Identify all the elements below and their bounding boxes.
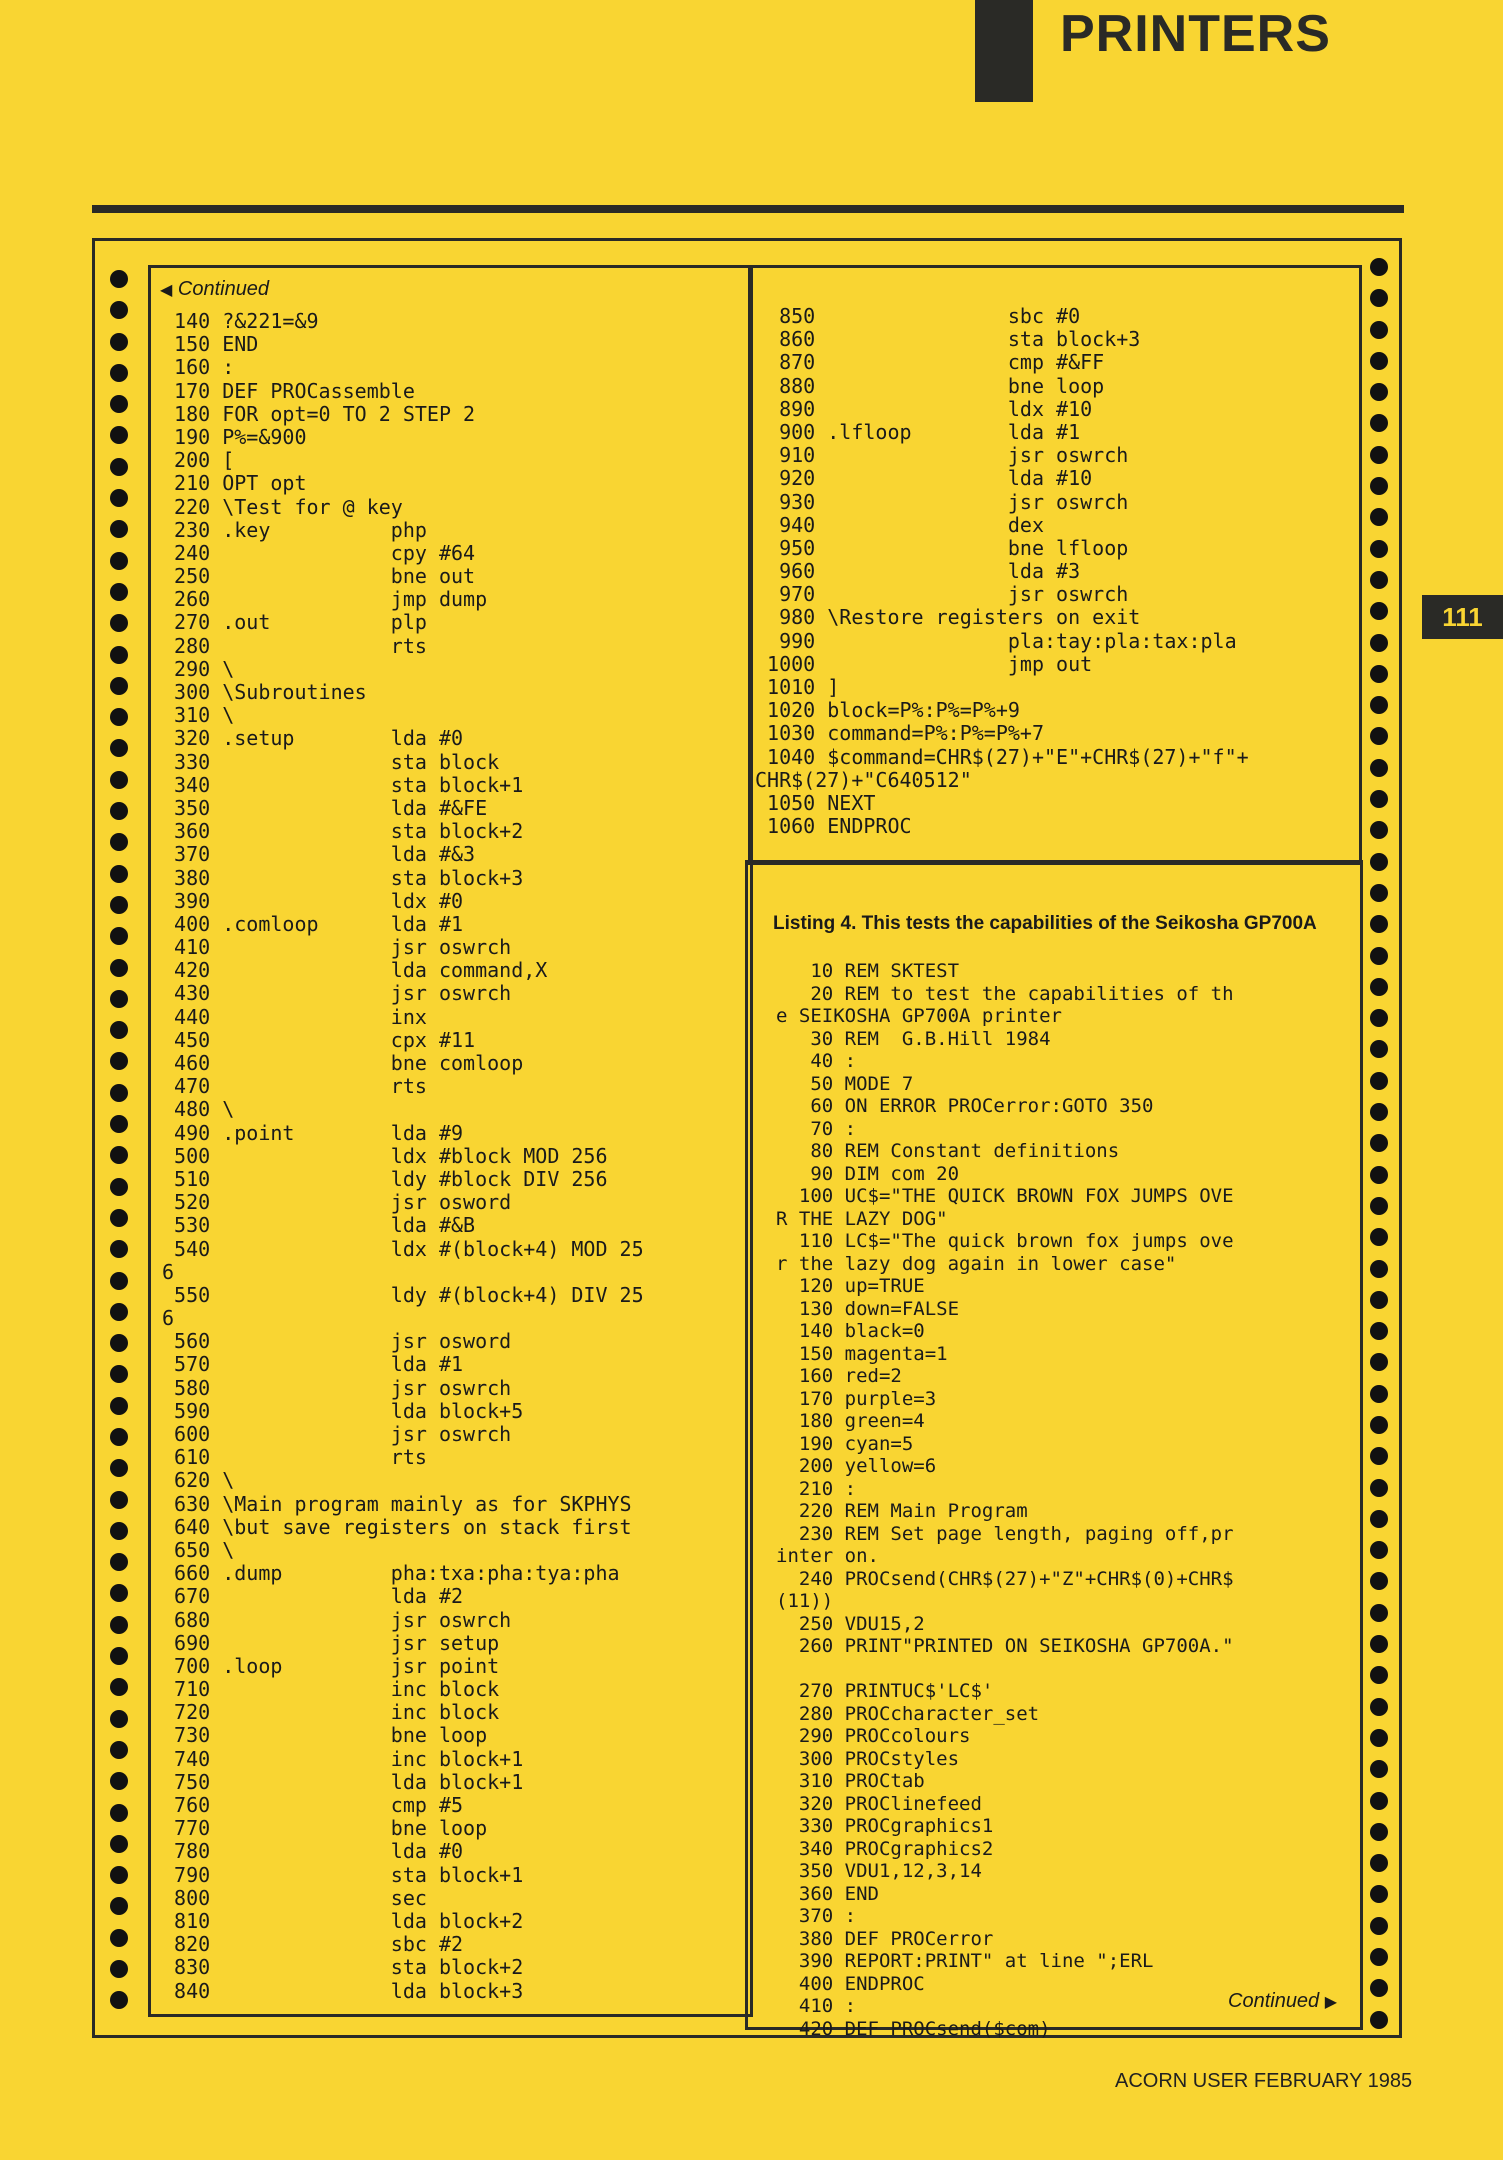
sprocket-hole	[110, 1272, 128, 1290]
sprocket-hole	[1370, 1917, 1388, 1935]
sprocket-hole	[110, 520, 128, 538]
continued-label-bottom	[1228, 1990, 1337, 2013]
header-bar	[975, 0, 1033, 102]
code-line: 330 PROCgraphics1	[776, 1815, 994, 1837]
sprocket-hole	[110, 1428, 128, 1446]
code-line: 340 sta block+1	[162, 772, 524, 797]
code-line: 970 jsr oswrch	[755, 582, 1129, 607]
code-line: 300 \Subroutines	[162, 680, 367, 704]
code-line: 280 rts	[162, 633, 427, 658]
code-line: 220 REM Main Program	[776, 1500, 1028, 1522]
code-line: 1010 ]	[755, 675, 840, 699]
sprocket-hole	[110, 1553, 128, 1571]
sprocket-hole	[110, 677, 128, 695]
sprocket-hole	[1370, 1510, 1388, 1528]
sprocket-hole	[1370, 1885, 1388, 1903]
sprocket-hole	[110, 1929, 128, 1947]
code-line: 400 ENDPROC	[776, 1972, 925, 1995]
sprocket-hole	[110, 1741, 128, 1759]
sprocket-hole	[110, 802, 128, 820]
sprocket-hole	[1370, 1760, 1388, 1778]
code-line: 430 jsr oswrch	[162, 981, 512, 1006]
sprocket-hole	[1370, 821, 1388, 839]
code-line: 310 PROCtab	[776, 1770, 925, 1792]
page-number: 111	[1422, 595, 1503, 639]
sprocket-hole	[110, 1115, 128, 1133]
continued-text: Continued	[177, 278, 270, 300]
code-line: 810 lda block+2	[162, 1908, 524, 1933]
code-line: 420 lda command,X	[162, 958, 548, 983]
sprocket-hole	[1370, 947, 1388, 965]
sprocket-hole	[110, 1522, 128, 1540]
code-line: 350 VDU1,12,3,14	[776, 1860, 982, 1882]
sprocket-hole	[1370, 289, 1388, 307]
sprocket-hole	[110, 708, 128, 726]
sprocket-hole	[110, 1710, 128, 1728]
code-line: 340 PROCgraphics2	[776, 1837, 994, 1860]
code-line: 710 inc block	[162, 1677, 500, 1702]
code-line: 890 ldx #10	[755, 396, 1093, 421]
code-line: 490 .point lda #9	[162, 1120, 464, 1145]
sprocket-hole	[110, 990, 128, 1008]
sprocket-hole	[1370, 1854, 1388, 1872]
code-line: 160 red=2	[776, 1365, 902, 1387]
sprocket-hole	[1370, 321, 1388, 339]
code-line: 510 ldy #block DIV 256	[162, 1166, 608, 1191]
code-line: 70 :	[776, 1117, 857, 1140]
sprocket-hole	[1370, 759, 1388, 777]
sprocket-hole	[110, 959, 128, 977]
sprocket-hole	[1370, 696, 1388, 714]
sprocket-hole	[1370, 477, 1388, 495]
sprocket-hole	[1370, 1666, 1388, 1684]
code-line: 200 yellow=6	[776, 1455, 937, 1477]
code-line: 250 bne out	[162, 564, 476, 589]
code-line: 420 DEF PROCsend($com)	[776, 2017, 1051, 2040]
code-line: 780 lda #0	[162, 1839, 464, 1864]
code-line: 230 REM Set page length, paging off,pr	[776, 1522, 1234, 1545]
code-line: 540 ldx #(block+4) MOD 25	[162, 1236, 644, 1261]
code-line: 720 inc block	[162, 1700, 500, 1725]
code-line: 850 sbc #0	[755, 304, 1081, 328]
sprocket-hole	[110, 426, 128, 444]
sprocket-hole	[110, 270, 128, 288]
sprocket-hole	[1370, 258, 1388, 276]
sprocket-hole	[1370, 1948, 1388, 1966]
code-line: 580 jsr oswrch	[162, 1375, 512, 1400]
continued-text: Continued	[1228, 1990, 1320, 2012]
code-line: 680 jsr oswrch	[162, 1607, 512, 1632]
code-line: 640 \but save registers on stack first	[162, 1514, 632, 1539]
sprocket-hole	[110, 1616, 128, 1634]
sprocket-hole	[1370, 1979, 1388, 1997]
code-line: 100 UC$="THE QUICK BROWN FOX JUMPS OVE	[776, 1185, 1234, 1207]
code-line: 620 \	[162, 1468, 235, 1493]
sprocket-hole	[110, 1240, 128, 1258]
sprocket-hole	[1370, 1792, 1388, 1810]
code-line: e SEIKOSHA GP700A printer	[776, 1005, 1062, 1027]
code-line: 260 jmp dump	[162, 587, 488, 612]
code-line: 650 \	[162, 1537, 235, 1562]
code-line: (11))	[776, 1590, 834, 1612]
sprocket-hole	[1370, 352, 1388, 370]
sprocket-hole	[1370, 1635, 1388, 1653]
code-line: 460 bne comloop	[162, 1051, 524, 1075]
code-line: 660 .dump pha:txa:pha:tya:pha	[162, 1561, 620, 1586]
sprocket-hole	[1370, 446, 1388, 464]
code-line: 280 PROCcharacter_set	[776, 1702, 1040, 1725]
code-line: 6	[162, 1259, 175, 1284]
code-line: 360 END	[776, 1882, 879, 1905]
sprocket-hole	[1370, 2011, 1388, 2029]
sprocket-hole	[110, 1647, 128, 1665]
code-line: 390 REPORT:PRINT" at line ";ERL	[776, 1950, 1154, 1972]
sprocket-hole	[110, 458, 128, 476]
arrow-left-icon: ◀	[160, 282, 173, 299]
code-line: 140 ?&221=&9	[162, 309, 319, 333]
code-line: 240 PROCsend(CHR$(27)+"Z"+CHR$(0)+CHR$	[776, 1567, 1234, 1590]
code-line: 370 lda #&3	[162, 842, 476, 867]
sprocket-hole	[1370, 727, 1388, 745]
code-line: 990 pla:tay:pla:tax:pla	[755, 628, 1237, 653]
sprocket-hole	[110, 1021, 128, 1039]
sprocket-hole	[1370, 1291, 1388, 1309]
sprocket-hole	[1370, 1447, 1388, 1465]
sprocket-hole	[110, 395, 128, 413]
sprocket-hole	[1370, 634, 1388, 652]
code-line: 80 REM Constant definitions	[776, 1140, 1120, 1162]
code-line: 610 rts	[162, 1445, 427, 1470]
sprocket-hole	[1370, 1103, 1388, 1121]
code-line: 90 DIM com 20	[776, 1162, 960, 1185]
sprocket-hole	[1370, 1823, 1388, 1841]
sprocket-hole	[110, 1052, 128, 1070]
code-line: 920 lda #10	[755, 466, 1093, 491]
footer-credit: ACORN USER FEBRUARY 1985	[1115, 2070, 1413, 2092]
code-line: 560 jsr osword	[162, 1329, 512, 1354]
code-line: 160 :	[162, 355, 235, 380]
code-line: 1050 NEXT	[755, 790, 876, 815]
code-line: 760 cmp #5	[162, 1793, 464, 1817]
sprocket-hole	[1370, 1604, 1388, 1622]
code-line: 330 sta block	[162, 749, 500, 774]
sprocket-hole	[110, 1991, 128, 2009]
code-line: 370 :	[776, 1905, 857, 1927]
sprocket-hole	[1370, 790, 1388, 808]
sprocket-hole	[110, 1146, 128, 1164]
code-line: 210 :	[776, 1477, 857, 1500]
code-line: CHR$(27)+"C640512"	[755, 767, 972, 792]
code-line: 530 lda #&B	[162, 1213, 476, 1238]
sprocket-hole	[1370, 853, 1388, 871]
code-line: 520 jsr osword	[162, 1190, 512, 1215]
code-line: inter on.	[776, 1545, 879, 1567]
sprocket-hole	[1370, 1353, 1388, 1371]
sprocket-hole	[110, 614, 128, 632]
code-line: 320 PROClinefeed	[776, 1792, 982, 1815]
code-line: 440 inx	[162, 1004, 427, 1029]
code-line: 260 PRINT"PRINTED ON SEIKOSHA GP700A."	[776, 1635, 1234, 1657]
code-line: 20 REM to test the capabilities of th	[776, 982, 1234, 1005]
code-line: 730 bne loop	[162, 1723, 488, 1748]
code-line: 10 REM SKTEST	[776, 960, 960, 982]
code-line: 480 \	[162, 1097, 235, 1122]
code-line: 360 sta block+2	[162, 819, 524, 844]
code-line: 410 :	[776, 1995, 857, 2017]
sprocket-hole	[1370, 978, 1388, 996]
sprocket-hole	[110, 301, 128, 319]
sprocket-hole	[110, 489, 128, 507]
sprocket-hole	[110, 927, 128, 945]
code-line: 240 cpy #64	[162, 540, 476, 565]
code-line: 150 END	[162, 332, 259, 357]
sprocket-hole	[1370, 1072, 1388, 1090]
sprocket-hole	[110, 1897, 128, 1915]
code-line: 840 lda block+3	[162, 1978, 524, 2003]
sprocket-hole	[1370, 383, 1388, 401]
code-line: 120 up=TRUE	[776, 1275, 925, 1297]
code-line: 1030 command=P%:P%=P%+7	[755, 721, 1044, 746]
sprocket-hole	[1370, 1572, 1388, 1590]
code-line: 770 bne loop	[162, 1816, 488, 1841]
code-line: 570 lda #1	[162, 1352, 464, 1377]
sprocket-hole	[1370, 1040, 1388, 1058]
sprocket-hole	[110, 1459, 128, 1477]
sprocket-hole	[1370, 1698, 1388, 1716]
code-line: 150 magenta=1	[776, 1342, 948, 1365]
code-line: 200 [	[162, 448, 235, 473]
code-line: 1040 $command=CHR$(27)+"E"+CHR$(27)+"f"+	[755, 744, 1249, 769]
sprocket-hole	[110, 1804, 128, 1822]
code-line: 1020 block=P%:P%=P%+9	[755, 698, 1020, 723]
code-line: 600 jsr oswrch	[162, 1422, 512, 1446]
code-line: 450 cpx #11	[162, 1027, 476, 1052]
code-line: 270 PRINTUC$'LC$'	[776, 1680, 994, 1702]
code-line: 910 jsr oswrch	[755, 443, 1129, 468]
code-line: 290 PROCcolours	[776, 1725, 971, 1747]
code-line: 310 \	[162, 703, 235, 728]
code-line: 980 \Restore registers on exit	[755, 605, 1141, 630]
listing-right-top	[755, 305, 1249, 838]
code-line: 110 LC$="The quick brown fox jumps ove	[776, 1230, 1234, 1252]
code-line: r the lazy dog again in lower case"	[776, 1252, 1177, 1275]
sprocket-hole	[110, 1178, 128, 1196]
sprocket-holes-left	[110, 270, 130, 2023]
sprocket-hole	[1370, 1009, 1388, 1027]
code-line: 140 black=0	[776, 1320, 925, 1342]
sprocket-hole	[110, 1084, 128, 1102]
sprocket-hole	[1370, 414, 1388, 432]
continued-label-top	[160, 278, 269, 301]
sprocket-hole	[110, 1960, 128, 1978]
sprocket-hole	[1370, 508, 1388, 526]
code-line: 50 MODE 7	[776, 1072, 914, 1095]
code-line: 380 DEF PROCerror	[776, 1927, 994, 1950]
code-line: 180 FOR opt=0 TO 2 STEP 2	[162, 401, 476, 426]
code-line: 830 sta block+2	[162, 1955, 524, 1980]
code-line: 6	[162, 1306, 175, 1331]
code-line: 60 ON ERROR PROCerror:GOTO 350	[776, 1095, 1154, 1117]
sprocket-hole	[110, 1397, 128, 1415]
code-line: 820 sbc #2	[162, 1932, 464, 1957]
sprocket-hole	[1370, 602, 1388, 620]
code-line: 590 lda block+5	[162, 1398, 524, 1423]
sprocket-hole	[1370, 571, 1388, 589]
code-line: 870 cmp #&FF	[755, 350, 1105, 375]
code-line: 230 .key php	[162, 517, 427, 542]
sprocket-hole	[1370, 1228, 1388, 1246]
code-line: 900 .lfloop lda #1	[755, 419, 1081, 444]
sprocket-hole	[1370, 915, 1388, 933]
sprocket-hole	[1370, 1166, 1388, 1184]
code-line: 30 REM G.B.Hill 1984	[776, 1027, 1051, 1050]
sprocket-hole	[1370, 1416, 1388, 1434]
sprocket-hole	[110, 552, 128, 570]
sprocket-hole	[110, 1866, 128, 1884]
header-rule	[92, 205, 1404, 213]
sprocket-hole	[1370, 540, 1388, 558]
code-line: 940 dex	[755, 512, 1044, 537]
code-line: 860 sta block+3	[755, 327, 1141, 352]
code-line: 130 down=FALSE	[776, 1297, 960, 1320]
code-line: 880 bne loop	[755, 373, 1105, 398]
sprocket-hole	[110, 896, 128, 914]
code-line: 380 sta block+3	[162, 865, 524, 890]
code-line: 1000 jmp out	[755, 651, 1093, 676]
sprocket-hole	[1370, 1541, 1388, 1559]
sprocket-hole	[1370, 1385, 1388, 1403]
sprocket-hole	[110, 583, 128, 601]
sprocket-hole	[1370, 665, 1388, 683]
code-line: 550 ldy #(block+4) DIV 25	[162, 1282, 644, 1307]
code-line: 500 ldx #block MOD 256	[162, 1143, 608, 1168]
code-line: 320 .setup lda #0	[162, 726, 464, 751]
sprocket-hole	[110, 364, 128, 382]
sprocket-hole	[1370, 1729, 1388, 1747]
code-line: 790 sta block+1	[162, 1862, 524, 1887]
sprocket-hole	[1370, 884, 1388, 902]
code-line: 250 VDU15,2	[776, 1612, 925, 1635]
code-line: 750 lda block+1	[162, 1769, 524, 1794]
code-line: 470 rts	[162, 1074, 427, 1099]
code-line: 700 .loop jsr point	[162, 1653, 500, 1678]
sprocket-hole	[1370, 1479, 1388, 1497]
code-line: 400 .comloop lda #1	[162, 911, 464, 936]
arrow-right-icon: ▶	[1324, 1994, 1338, 2011]
code-line: R THE LAZY DOG"	[776, 1207, 948, 1230]
listing-left-column	[162, 310, 644, 2003]
code-line: 960 lda #3	[755, 559, 1081, 584]
section-title: PRINTERS	[1060, 5, 1331, 63]
sprocket-hole	[1370, 1197, 1388, 1215]
sprocket-hole	[110, 1365, 128, 1383]
sprocket-hole	[110, 1303, 128, 1321]
sprocket-hole	[1370, 1260, 1388, 1278]
code-line: 950 bne lfloop	[755, 535, 1129, 560]
code-line: 170 purple=3	[776, 1387, 937, 1410]
sprocket-hole	[1370, 1322, 1388, 1340]
code-line: 170 DEF PROCassemble	[162, 378, 415, 403]
sprocket-hole	[110, 333, 128, 351]
code-line: 630 \Main program mainly as for SKPHYS	[162, 1491, 632, 1516]
code-line: 190 P%=&900	[162, 424, 307, 449]
sprocket-hole	[110, 646, 128, 664]
listing4-code	[776, 960, 1234, 2040]
code-line: 390 ldx #0	[162, 888, 464, 913]
code-line: 210 OPT opt	[162, 471, 307, 496]
code-line: 180 green=4	[776, 1410, 925, 1432]
listing4-caption: Listing 4. This tests the capabilities of the Seikosha GP700A	[773, 913, 1317, 934]
code-line: 740 inc block+1	[162, 1746, 524, 1771]
sprocket-hole	[1370, 1134, 1388, 1152]
sprocket-hole	[110, 1209, 128, 1227]
sprocket-hole	[110, 833, 128, 851]
sprocket-hole	[110, 865, 128, 883]
sprocket-hole	[110, 1334, 128, 1352]
code-line: 670 lda #2	[162, 1584, 464, 1609]
code-line: 40 :	[776, 1050, 857, 1072]
code-line: 290 \	[162, 656, 235, 681]
code-line: 300 PROCstyles	[776, 1747, 960, 1770]
code-line: 1060 ENDPROC	[755, 814, 912, 839]
sprocket-hole	[110, 1678, 128, 1696]
code-line: 690 jsr setup	[162, 1630, 500, 1655]
code-line	[776, 1658, 1234, 1681]
sprocket-holes-right	[1370, 258, 1390, 2042]
sprocket-hole	[110, 1772, 128, 1790]
sprocket-hole	[110, 1835, 128, 1853]
code-line: 190 cyan=5	[776, 1432, 914, 1455]
sprocket-hole	[110, 1584, 128, 1602]
sprocket-hole	[110, 771, 128, 789]
code-line: 930 jsr oswrch	[755, 489, 1129, 514]
code-line: 270 .out plp	[162, 610, 427, 635]
sprocket-hole	[110, 1491, 128, 1509]
code-line: 410 jsr oswrch	[162, 935, 512, 960]
code-line: 800 sec	[162, 1885, 427, 1910]
sprocket-hole	[110, 739, 128, 757]
code-line: 350 lda #&FE	[162, 795, 488, 820]
code-line: 220 \Test for @ key	[162, 494, 403, 519]
